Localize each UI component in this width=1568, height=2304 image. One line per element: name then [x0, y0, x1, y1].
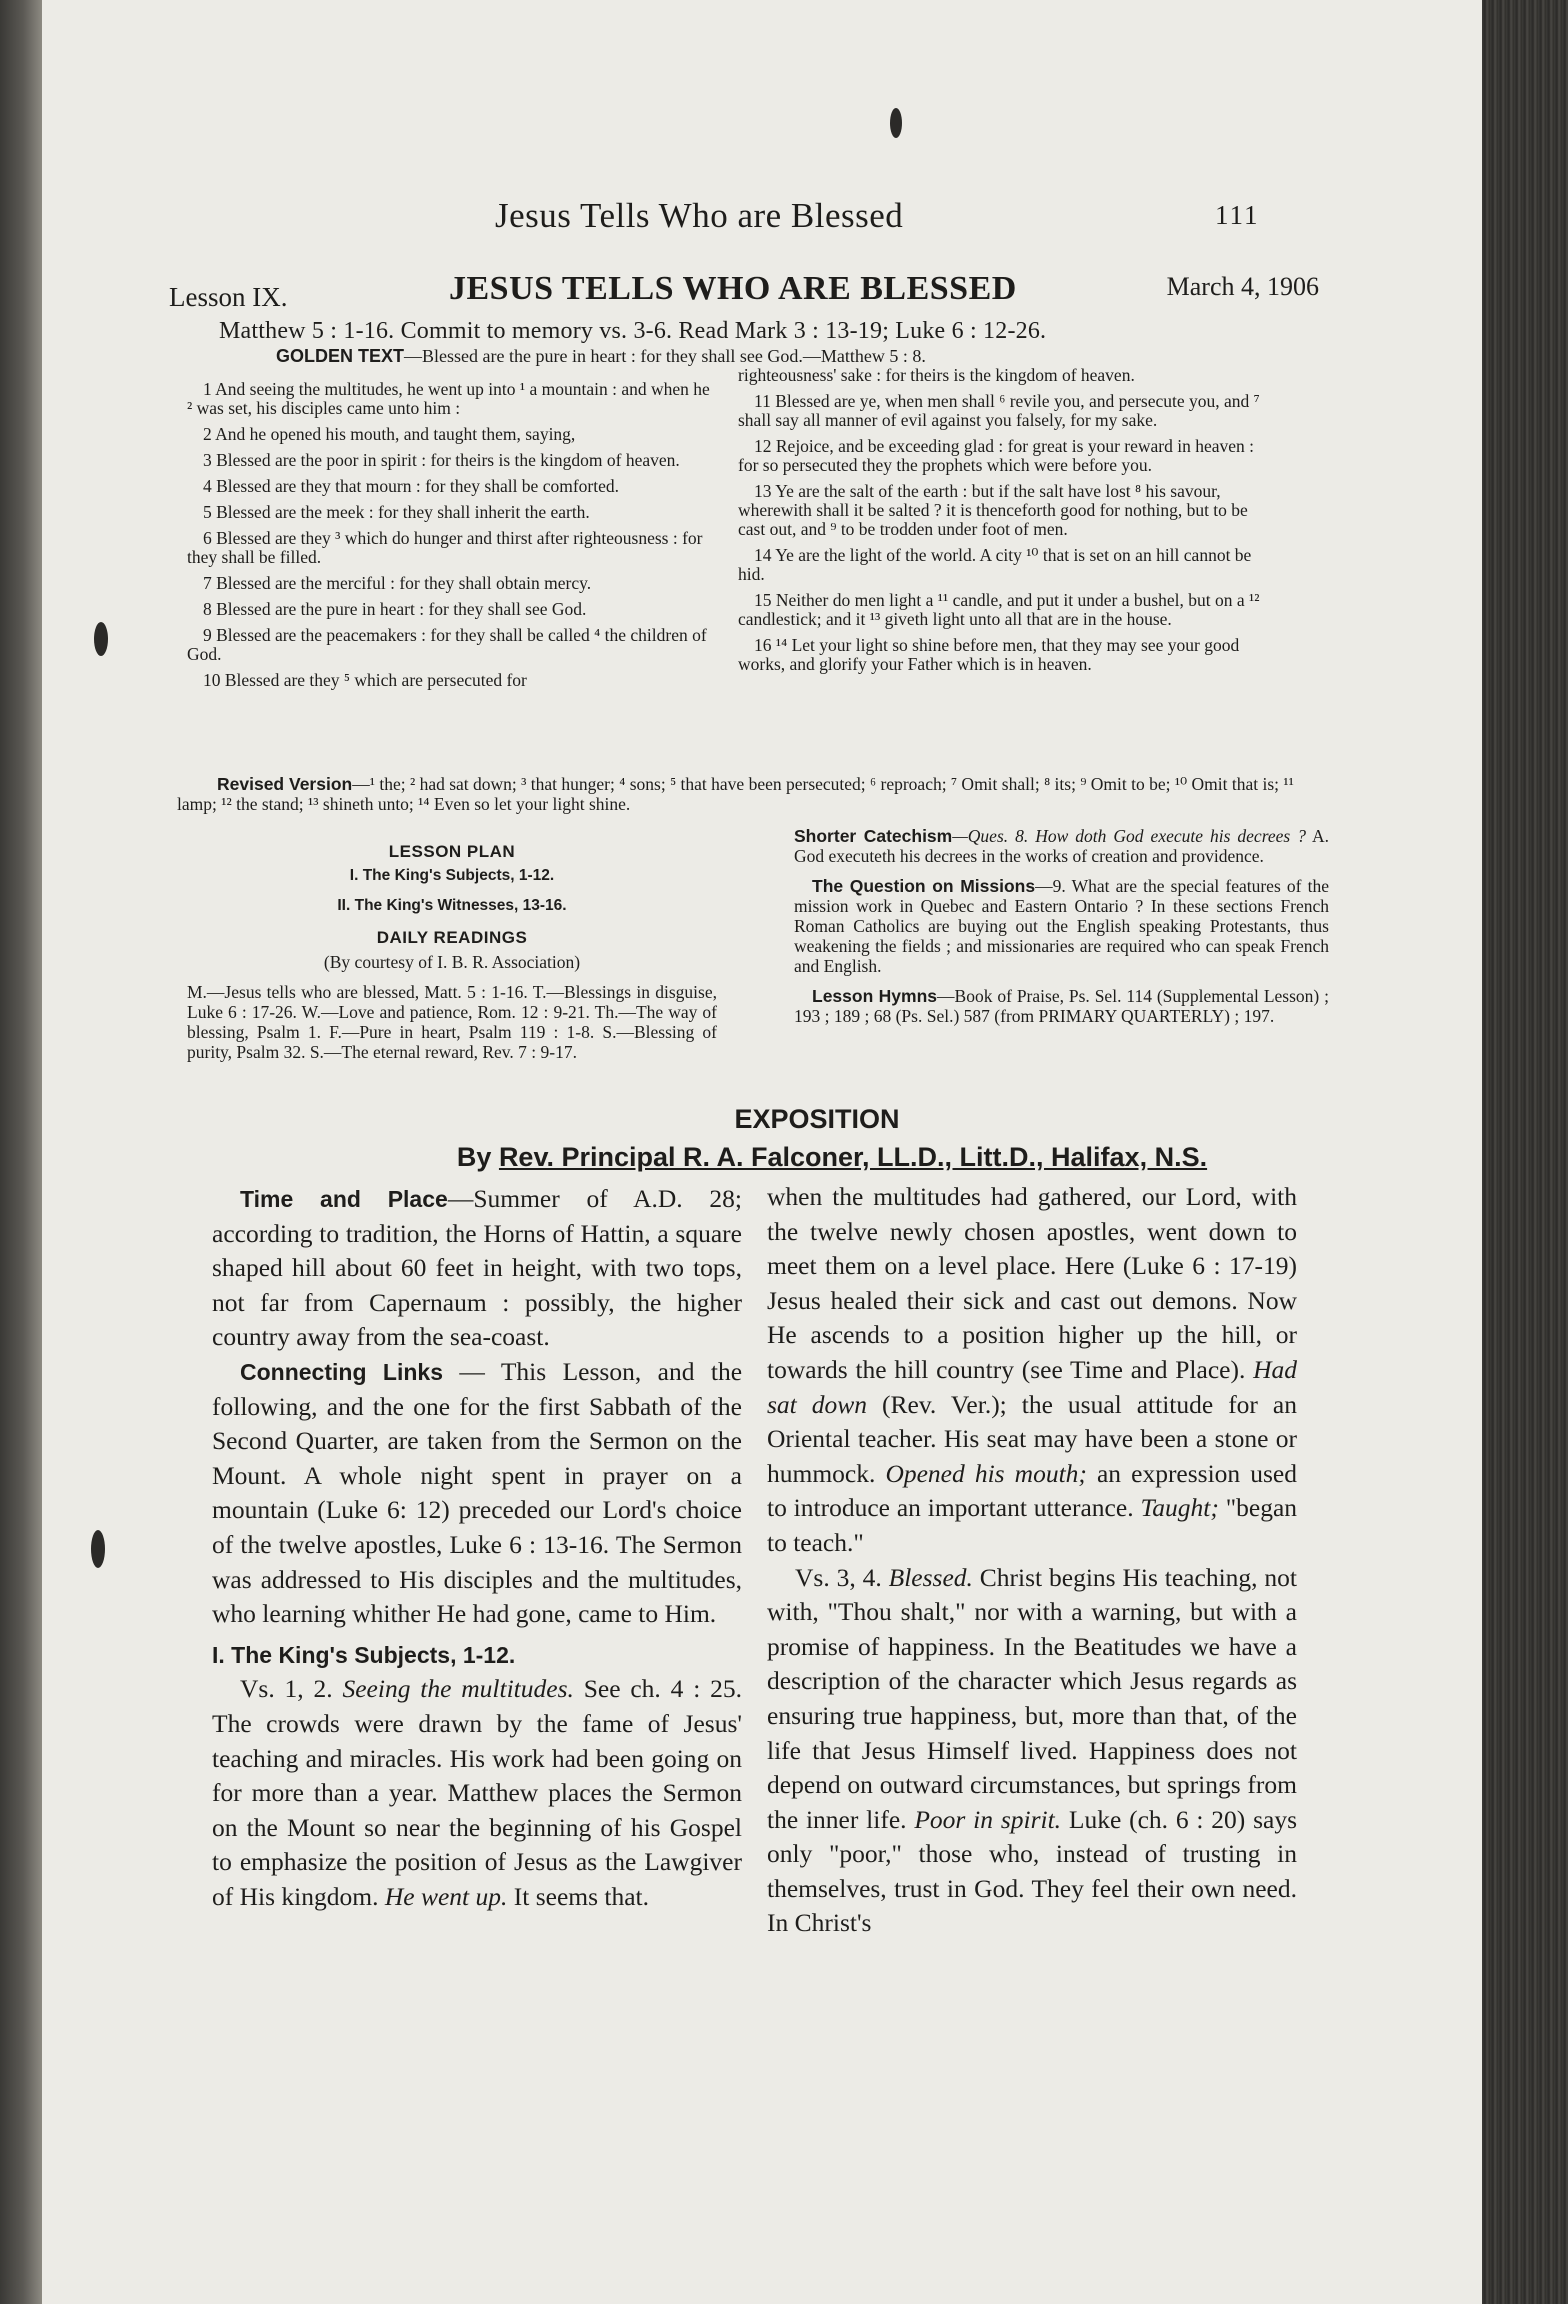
exposition-title: EXPOSITION: [734, 1104, 900, 1134]
section-heading: [212, 1638, 742, 1673]
text-run: (Rev. Ver.); the usual attitude for an Oriental teacher. His seat may have been a stone or hummock.: [767, 1389, 1297, 1488]
lesson-title: JESUS TELLS WHO ARE BLESSED: [449, 270, 1017, 307]
connecting-links-label: Connecting Links: [240, 1358, 443, 1385]
scripture-reference: Matthew 5 : 1-16. Commit to memory vs. 3-6. Read Mark 3 : 13-19; Luke 6 : 12-26.: [219, 318, 1047, 344]
verse: 11 Blessed are ye, when men shall ⁶ revile you, and persecute you, and ⁷ shall say all manner of evil against you falsely, for my sake.: [738, 391, 1260, 430]
verse: 14 Ye are the light of the world. A city ¹⁰ that is set on an hill cannot be hid.: [738, 545, 1252, 584]
verses-text: See ch. 4 : 25. The crowds were drawn by the fame of Jesus' teaching and miracles. His work had been going on for more than a year. Matthew places the Sermon on the Mount so near the beginning of his Gospel to emphasize the position of Jesus as the Lawgiver of His kingdom.: [212, 1674, 742, 1911]
text-run: an expression used to introduce an important utterance.: [767, 1458, 1297, 1523]
time-and-place-paragraph: [212, 1182, 742, 1355]
time-and-place-text: —Summer of A.D. 28; according to tradition, the Horns of Hattin, a square shaped hill about 60 feet in height, with two tops, not far from Capernaum : possibly, the higher country away from the sea-coast.: [212, 1184, 742, 1352]
page-paper: [42, 0, 1482, 2304]
missions-label: The Question on Missions: [812, 876, 1036, 896]
lesson-plan-and-readings: [187, 836, 717, 1072]
author-prefix: By: [456, 1142, 499, 1172]
lesson-plan-item: I. The King's Subjects, 1-12.: [349, 867, 555, 884]
verse: 13 Ye are the salt of the earth : but if the salt have lost ⁸ his savour, wherewith shall it be salted ? it is thenceforth good for nothing, but to be cast out, and ⁹ to be trodden under foot of men.: [738, 481, 1248, 539]
verses-italic: Seeing the multitudes.: [342, 1674, 574, 1704]
italic-run: Poor in spirit.: [914, 1804, 1062, 1834]
lesson-number: Lesson IX.: [169, 282, 288, 312]
daily-readings-note: (By courtesy of I. B. R. Association): [323, 952, 581, 972]
missions-text: —9. What are the special features of the mission work in Quebec and Eastern Ontario ? In these sections French Roman Catholics are buying out the English speaking Protestants, thus weakening the fields ; and missionaries are required who can speak French and English.: [794, 876, 1329, 976]
connecting-links-text: — This Lesson, and the following, and the one for the first Sabbath of the Second Quarter, are taken from the Sermon on the Mount. A whole night spent in prayer on a mountain (Luke 6: 12) preceded our Lord's choice of the twelve apostles, Luke 6 : 13-16. The Sermon was addressed to His disciples and the multitudes, who learning whither He had gone, came to Him.: [212, 1356, 743, 1629]
verse: 2 And he opened his mouth, and taught them, saying,: [203, 424, 576, 444]
verse: 8 Blessed are the pure in heart : for they shall see God.: [203, 599, 587, 619]
hymns-text: —Book of Praise, Ps. Sel. 114 (Supplemental Lesson) ; 193 ; 189 ; 68 (Ps. Sel.) 587 (from PRIMARY QUARTERLY) ; 197.: [794, 986, 1329, 1026]
exposition-left-column: [212, 1182, 742, 1914]
binding-hole-top: [890, 108, 902, 138]
page-fore-edge: [1482, 0, 1568, 2304]
text-run: when the multitudes had gathered, our Lord, with the twelve newly chosen apostles, went down to meet them on a level place. Here (Luke 6 : 17-19) Jesus healed their sick and cast out demons. Now He ascends to a position higher up the hill, or towards the hill country (see Time and Place).: [767, 1182, 1297, 1384]
hymns-label: Lesson Hymns: [812, 986, 938, 1006]
verse: 10 Blessed are they ⁵ which are persecuted for: [203, 670, 527, 690]
verse: 16 ¹⁴ Let your light so shine before men, that they may see your good works, and glorify your Father which is in heaven.: [738, 635, 1240, 674]
binding-hole-bottom: [91, 1530, 105, 1568]
verse: 12 Rejoice, and be exceeding glad : for great is your reward in heaven : for so persecuted they the prophets which were before you.: [738, 436, 1255, 475]
exposition-right-column: [767, 1180, 1297, 1941]
section-heading-text: I. The King's Subjects, 1-12.: [212, 1641, 516, 1668]
exposition-author: [42, 1142, 1482, 1173]
verse: 1 And seeing the multitudes, he went up into ¹ a mountain : and when he ² was set, his disciples came unto him :: [187, 379, 710, 418]
verses-left-column: [187, 380, 719, 697]
binding-hole-middle: [94, 622, 108, 656]
lesson-plan-item: II. The King's Witnesses, 13-16.: [337, 897, 567, 914]
lesson-hymns: [794, 986, 1329, 1026]
text-run: "began to teach.": [767, 1493, 1298, 1557]
verses-italic-2: He went up.: [384, 1881, 508, 1911]
verse: 9 Blessed are the peacemakers : for they shall be called ⁴ the children of God.: [187, 625, 707, 664]
book-binding: [0, 0, 42, 2304]
verses-right-column: [738, 366, 1270, 681]
verse: 6 Blessed are they ³ which do hunger and thirst after righteousness : for they shall be filled.: [187, 528, 703, 567]
verse: 15 Neither do men light a ¹¹ candle, and put it under a bushel, but on a ¹² candlestick; and it ¹³ giveth light unto all that are in the house.: [738, 590, 1260, 629]
lesson-date: March 4, 1906: [1166, 272, 1319, 301]
catechism-question: —Ques. 8. How doth God execute his decrees ?: [952, 826, 1306, 846]
lesson-heading-line: [169, 268, 1319, 322]
text-run: Vs. 3, 4.: [795, 1562, 882, 1592]
revised-version-label: Revised Version: [217, 774, 353, 794]
daily-readings-text: M.—Jesus tells who are blessed, Matt. 5 : 1-16. T.—Blessings in disguise, Luke 6 : 17-26. W.—Love and patience, Rom. 12 : 9-21. Th.—The way of blessing, Psalm 1. F.—Pure in heart, Psalm 119 : 1-8. S.—Blessing of purity, Psalm 32. S.—The eternal reward, Rev. 7 : 9-17.: [187, 982, 717, 1062]
italic-run: Taught;: [1140, 1493, 1219, 1523]
golden-text-label: GOLDEN TEXT: [276, 346, 405, 366]
italic-run: Opened his mouth;: [885, 1458, 1087, 1488]
catechism-answer: A. God executeth his decrees in the works of creation and providence.: [794, 826, 1329, 866]
author-name: Rev. Principal R. A. Falconer, LL.D., Litt.D., Halifax, N.S.: [498, 1142, 1208, 1172]
golden-text: [276, 346, 926, 367]
page-number: 111: [1215, 200, 1260, 230]
running-title: Jesus Tells Who are Blessed: [495, 196, 904, 235]
verses-1-2-paragraph: [212, 1672, 742, 1914]
italic-run: Had sat down: [767, 1354, 1297, 1419]
right-paragraph-1: [767, 1180, 1297, 1561]
lesson-plan-heading: LESSON PLAN: [388, 842, 516, 861]
missions-question: [794, 876, 1329, 976]
italic-run: Blessed.: [888, 1562, 973, 1592]
text-run: Luke (ch. 6 : 20) says only "poor," those who, instead of trusting in themselves, trust in God. They feel their own need. In Christ's: [767, 1804, 1298, 1938]
daily-readings-heading: DAILY READINGS: [376, 928, 528, 947]
right-paragraph-2: [767, 1561, 1297, 1942]
verse: 4 Blessed are they that mourn : for they shall be comforted.: [203, 476, 619, 496]
revised-version-note: [177, 774, 1327, 814]
verse: 7 Blessed are the merciful : for they shall obtain mercy.: [203, 573, 592, 593]
verse: 5 Blessed are the meek : for they shall inherit the earth.: [203, 502, 590, 522]
verse: righteousness' sake : for theirs is the kingdom of heaven.: [738, 365, 1135, 385]
verse: 3 Blessed are the poor in spirit : for theirs is the kingdom of heaven.: [203, 450, 680, 470]
catechism-missions-hymns: [794, 826, 1329, 1036]
time-and-place-label: Time and Place: [240, 1186, 448, 1212]
shorter-catechism-label: Shorter Catechism: [794, 826, 953, 846]
verses-text-2: It seems that.: [507, 1881, 650, 1911]
connecting-links-paragraph: [212, 1355, 742, 1632]
revised-version-text: —¹ the; ² had sat down; ³ that hunger; ⁴ sons; ⁵ that have been persecuted; ⁶ reproach; ⁷ Omit shall; ⁸ its; ⁹ Omit to be; ¹⁰ Omit that is; ¹¹ lamp; ¹² the stand; ¹³ shineth unto; ¹⁴ Even so let your light shine.: [177, 774, 1294, 814]
golden-text-body: —Blessed are the pure in heart : for they shall see God.—Matthew 5 : 8.: [404, 346, 926, 366]
verses-label: Vs. 1, 2.: [240, 1674, 333, 1704]
shorter-catechism: [794, 826, 1329, 866]
text-run: Christ begins His teaching, not with, "Thou shalt," nor with a warning, but with a promise of happiness. In the Beatitudes we have a description of the character which Jesus regards as ensuring true happiness, but, more than that, of the life that Jesus Himself lived. Happiness does not depend on outward circumstances, but springs from the inner life.: [767, 1562, 1297, 1834]
